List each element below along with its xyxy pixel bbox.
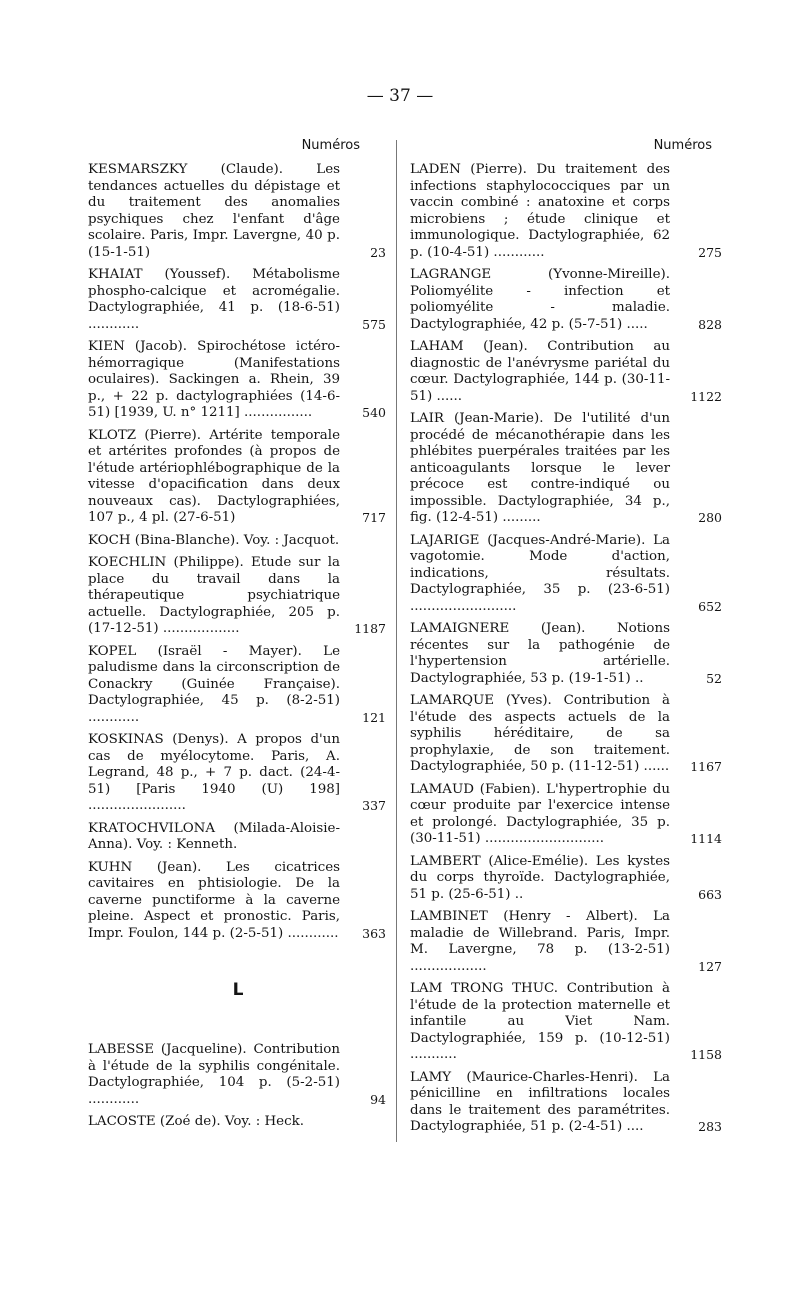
entry-text: KOSKINAS (Denys). A propos d'un cas de myélocytome. Paris, A. Legrand, 48 p., + 7 p. dact. (24-4-51) [Paris 1940 (U) 198] .......................: [88, 732, 340, 813]
list-item: [88, 1042, 388, 1108]
entry-text: LAMAUD (Fabien). L'hypertrophie du cœur produite par l'exercice intense et prolongé. Dactylographiée, 35 p. (30-11-51) ............................: [410, 781, 670, 846]
column-header: Numéros: [653, 138, 712, 153]
letter-heading: L: [232, 980, 244, 1000]
entry-number: 52: [706, 670, 722, 686]
entry-text: KRATOCHVILONA (Milada-Aloisie-Anna). Voy. : Kenneth.: [88, 820, 340, 852]
list-item: [410, 267, 722, 333]
list-item: [88, 555, 388, 638]
list-item: [88, 860, 388, 943]
entry-text: LAMY (Maurice-Charles-Henri). La pénicilline en infiltrations locales dans le traitement des paramétrites. Dactylographiée, 51 p. (2-4-51) ....: [410, 1069, 670, 1134]
list-item: [410, 693, 722, 776]
entry-text: LAMBERT (Alice-Emélie). Les kystes du corps thyroïde. Dactylographiée, 51 p. (25-6-51) ..: [410, 853, 670, 902]
list-item: [410, 909, 722, 975]
entry-text: LABESSE (Jacqueline). Contribution à l'étude de la syphilis congénitale. Dactylographiée, 104 p. (5-2-51) ............: [88, 1042, 340, 1107]
left-column: [88, 138, 388, 1137]
list-item: [88, 267, 388, 333]
entry-number: 363: [362, 925, 386, 941]
list-item: [410, 339, 722, 405]
list-item: [88, 732, 388, 815]
entry-text: KLOTZ (Pierre). Artérite temporale et artérites profondes (à propos de l'étude artériophlébographique de la vitesse d'opacification dans deux nouveaux cas). Dactylographiées, 107 p., 4 pl. (27-6-51): [88, 427, 340, 525]
entry-text: KOECHLIN (Philippe). Etude sur la place du travail dans la thérapeutique psychiatrique actuelle. Dactylographiée, 205 p. (17-12-51) ..................: [88, 555, 340, 636]
entry-number: 337: [362, 798, 386, 813]
entry-text: KUHN (Jean). Les cicatrices cavitaires en phtisiologie. De la caverne punctiforme à la caverne pleine. Aspect et pronostic. Paris, Impr. Foulon, 144 p. (2-5-51) ............: [88, 859, 340, 941]
entry-number: 1114: [690, 831, 722, 846]
entry-number: 127: [698, 958, 722, 974]
entry-number: 121: [362, 709, 386, 725]
entry-number: 1158: [690, 1047, 722, 1062]
entry-text: LAJARIGE (Jacques-André-Marie). La vagotomie. Mode d'action, indications, résultats. Dactylographiée, 35 p. (23-6-51) .........................: [410, 532, 670, 614]
list-item: [410, 621, 722, 687]
entry-number: 652: [698, 598, 722, 614]
entry-list: [410, 162, 722, 1136]
entry-text: KESMARSZKY (Claude). Les tendances actuelles du dépistage et du traitement des anomalies psychiques chez l'enfant d'âge scolaire. Paris, Impr. Lavergne, 40 p. (15-1-51): [88, 162, 340, 260]
list-item: [410, 1069, 722, 1136]
entry-number: 540: [362, 405, 386, 420]
entry-number: 1167: [690, 759, 722, 774]
entry-number: 575: [362, 316, 386, 332]
entry-text: LAGRANGE (Yvonne-Mireille). Poliomyélite - infection et poliomyélite - maladie. Dactylographiée, 42 p. (5-7-51) .....: [410, 267, 670, 332]
column-divider: [396, 140, 397, 1142]
entry-text: LAM TRONG THUC. Contribution à l'étude de la protection maternelle et infantile au Viet Nam. Dactylographiée, 159 p. (10-12-51) ...........: [410, 981, 670, 1062]
entry-text: KHAIAT (Youssef). Métabolisme phospho-calcique et acromégalie. Dactylographiée, 41 p. (18-6-51) ............: [88, 267, 340, 332]
list-item: [88, 821, 388, 854]
entry-text: LAMBINET (Henry - Albert). La maladie de Willebrand. Paris, Impr. M. Lavergne, 78 p. (13-2-51) ..................: [410, 909, 670, 974]
list-item: [410, 411, 722, 527]
list-item: [88, 162, 388, 261]
list-item: [88, 428, 388, 527]
entry-number: 717: [362, 510, 386, 525]
entry-text: LAIR (Jean-Marie). De l'utilité d'un procédé de mécanothérapie dans les phlébites puerpérales traitées par les anticoagulants lorsque le lever précoce est contre-indiqué ou impossible. Dactylographiée, 34 p., fig. (12-4-51) .........: [410, 411, 670, 525]
entry-number: 1122: [690, 388, 722, 404]
entry-text: KOCH (Bina-Blanche). Voy. : Jacquot.: [88, 532, 340, 548]
list-item: [88, 1114, 388, 1131]
entry-text: LAHAM (Jean). Contribution au diagnostic de l'anévrysme pariétal du cœur. Dactylographiée, 144 p. (30-11-51) ......: [410, 339, 670, 404]
entry-text: LADEN (Pierre). Du traitement des infections staphylococciques par un vaccin combiné : anatoxine et corps microbiens ; étude clinique et immunologique. Dactylographiée, 62 p. (10-4-51) ............: [410, 162, 670, 260]
entry-text: KIEN (Jacob). Spirochétose ictéro-hémorragique (Manifestations oculaires). Sackingen a. Rhein, 39 p., + 22 p. dactylographiées (14-6-51) [1939, U. n° 1211] ................: [88, 339, 340, 420]
entry-list: [88, 1042, 388, 1131]
entry-list: [88, 162, 388, 942]
entry-number: 1187: [354, 621, 386, 636]
entry-number: 663: [698, 886, 722, 902]
list-item: [88, 533, 388, 550]
entry-text: LAMAIGNERE (Jean). Notions récentes sur la pathogénie de l'hypertension artérielle. Dactylographiée, 53 p. (19-1-51) ..: [410, 621, 670, 686]
list-item: [410, 162, 722, 261]
entry-number: 275: [698, 244, 722, 260]
entry-number: 280: [698, 510, 722, 525]
entry-number: 94: [370, 1091, 386, 1107]
list-item: [410, 781, 722, 848]
entry-text: LACOSTE (Zoé de). Voy. : Heck.: [88, 1114, 304, 1129]
entry-number: 283: [698, 1119, 722, 1134]
list-item: [88, 339, 388, 422]
page-number: — 37 —: [366, 86, 434, 106]
right-column: [410, 138, 722, 1142]
entry-text: LAMARQUE (Yves). Contribution à l'étude des aspects actuels de la syphilis héréditaire, de sa prophylaxie, de son traitement. Dactylographiée, 50 p. (11-12-51) ......: [410, 693, 670, 774]
column-header: Numéros: [301, 138, 360, 153]
list-item: [88, 644, 388, 727]
entry-number: 828: [698, 316, 722, 332]
list-item: [410, 981, 722, 1064]
list-item: [410, 853, 722, 904]
entry-text: KOPEL (Israël - Mayer). Le paludisme dans la circonscription de Conackry (Guinée Française). Dactylographiée, 45 p. (8-2-51) ............: [88, 643, 340, 725]
entry-number: 23: [370, 244, 386, 260]
list-item: [410, 532, 722, 616]
